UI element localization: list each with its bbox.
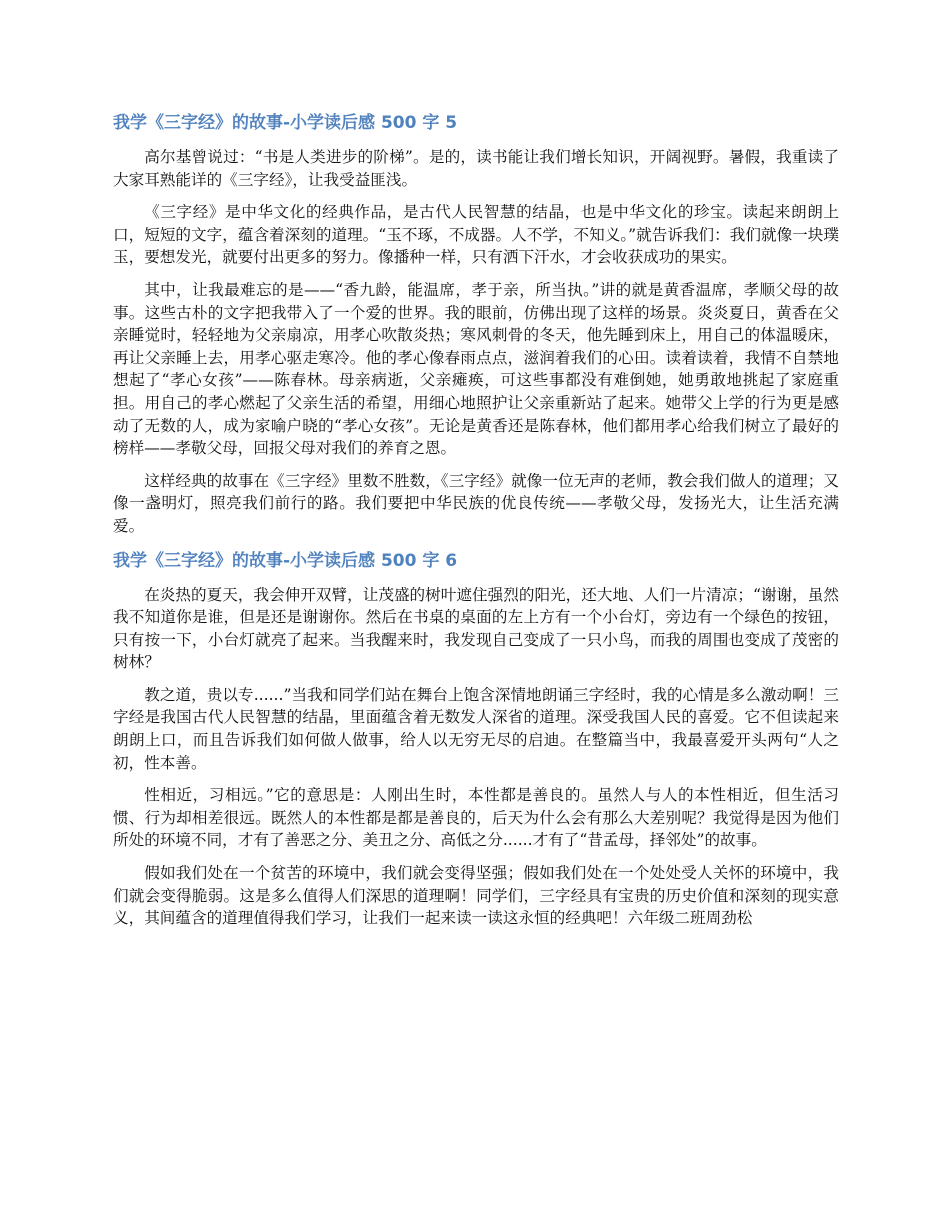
essay-section-6 [113, 548, 839, 930]
paragraph: 这样经典的故事在《三字经》里数不胜数，《三字经》就像一位无声的老师，教会我们做人的道理；又像一盏明灯，照亮我们前行的路。我们要把中华民族的优良传统——孝敬父母，发扬光大，让生活充满爱。 [113, 471, 839, 535]
paragraph: 教之道，贵以专......”当我和同学们站在舞台上饱含深情地朗诵三字经时，我的心情是多么激动啊！三字经是我国古代人民智慧的结晶，里面蕴含着无数发人深省的道理。深受我国人民的喜爱。它不但读起来朗朗上口，而且告诉我们如何做人做事，给人以无穷无尽的启迪。在整篇当中，我最喜爱开头两句“人之初，性本善。 [113, 685, 839, 772]
paragraph: 在炎热的夏天，我会伸开双臂，让茂盛的树叶遮住强烈的阳光，还大地、人们一片清凉；“谢谢，虽然我不知道你是谁，但是还是谢谢你。然后在书桌的桌面的左上方有一个小台灯，旁边有一个绿色的按钮，只有按一下，小台灯就亮了起来。当我醒来时，我发现自己变成了一只小鸟，而我的周围也变成了茂密的树林？ [113, 585, 839, 672]
section-heading: 我学《三字经》的故事-小学读后感 500 字 5 [113, 113, 458, 133]
essay-section-5 [113, 110, 839, 538]
document-page [113, 110, 839, 940]
section-heading: 我学《三字经》的故事-小学读后感 500 字 6 [113, 550, 458, 571]
paragraph: 假如我们处在一个贫苦的环境中，我们就会变得坚强；假如我们处在一个处处受人关怀的环境中，我们就会变得脆弱。这是多么值得人们深思的道理啊！同学们，三字经具有宝贵的历史价值和深刻的现实意义，其间蕴含的道理值得我们学习，让我们一起来读一读这永恒的经典吧！六年级二班周劲松 [113, 864, 839, 928]
paragraph: 性相近，习相远。”它的意思是：人刚出生时，本性都是善良的。虽然人与人的本性相近，但生活习惯、行为却相差很远。既然人的本性都是都是善良的，后天为什么会有那么大差别呢？我觉得是因为他们所处的环境不同，才有了善恶之分、美丑之分、高低之分......才有了“昔孟母，择邻处”的故事。 [113, 786, 839, 850]
paragraph: 高尔基曾说过：“书是人类进步的阶梯”。是的，读书能让我们增长知识，开阔视野。暑假，我重读了大家耳熟能详的《三字经》，让我受益匪浅。 [113, 148, 839, 189]
paragraph: 《三字经》是中华文化的经典作品，是古代人民智慧的结晶，也是中华文化的珍宝。读起来朗朗上口，短短的文字，蕴含着深刻的道理。“玉不琢，不成器。人不学，不知义。”就告诉我们：我们就像一块璞玉，要想发光，就要付出更多的努力。像播种一样，只有洒下汗水，才会收获成功的果实。 [113, 203, 839, 267]
paragraph: 其中，让我最难忘的是——“香九龄，能温席，孝于亲，所当执。”讲的就是黄香温席，孝顺父母的故事。这些古朴的文字把我带入了一个爱的世界。我的眼前，仿佛出现了这样的场景。炎炎夏日，黄香在父亲睡觉时，轻轻地为父亲扇凉，用孝心吹散炎热；寒风刺骨的冬天，他先睡到床上，用自己的体温暖床，再让父亲睡上去，用孝心驱走寒冷。他的孝心像春雨点点，滋润着我们的心田。读着读着，我情不自禁地想起了“孝心女孩”——陈春林。母亲病逝，父亲瘫痪，可这些事都没有难倒她，她勇敢地挑起了家庭重担。用自己的孝心燃起了父亲生活的希望，用细心地照护让父亲重新站了起来。她带父上学的行为更是感动了无数的人，成为家喻户晓的“孝心女孩”。无论是黄香还是陈春林，他们都用孝心给我们树立了最好的榜样——孝敬父母，回报父母对我们的养育之恩。 [113, 280, 839, 458]
